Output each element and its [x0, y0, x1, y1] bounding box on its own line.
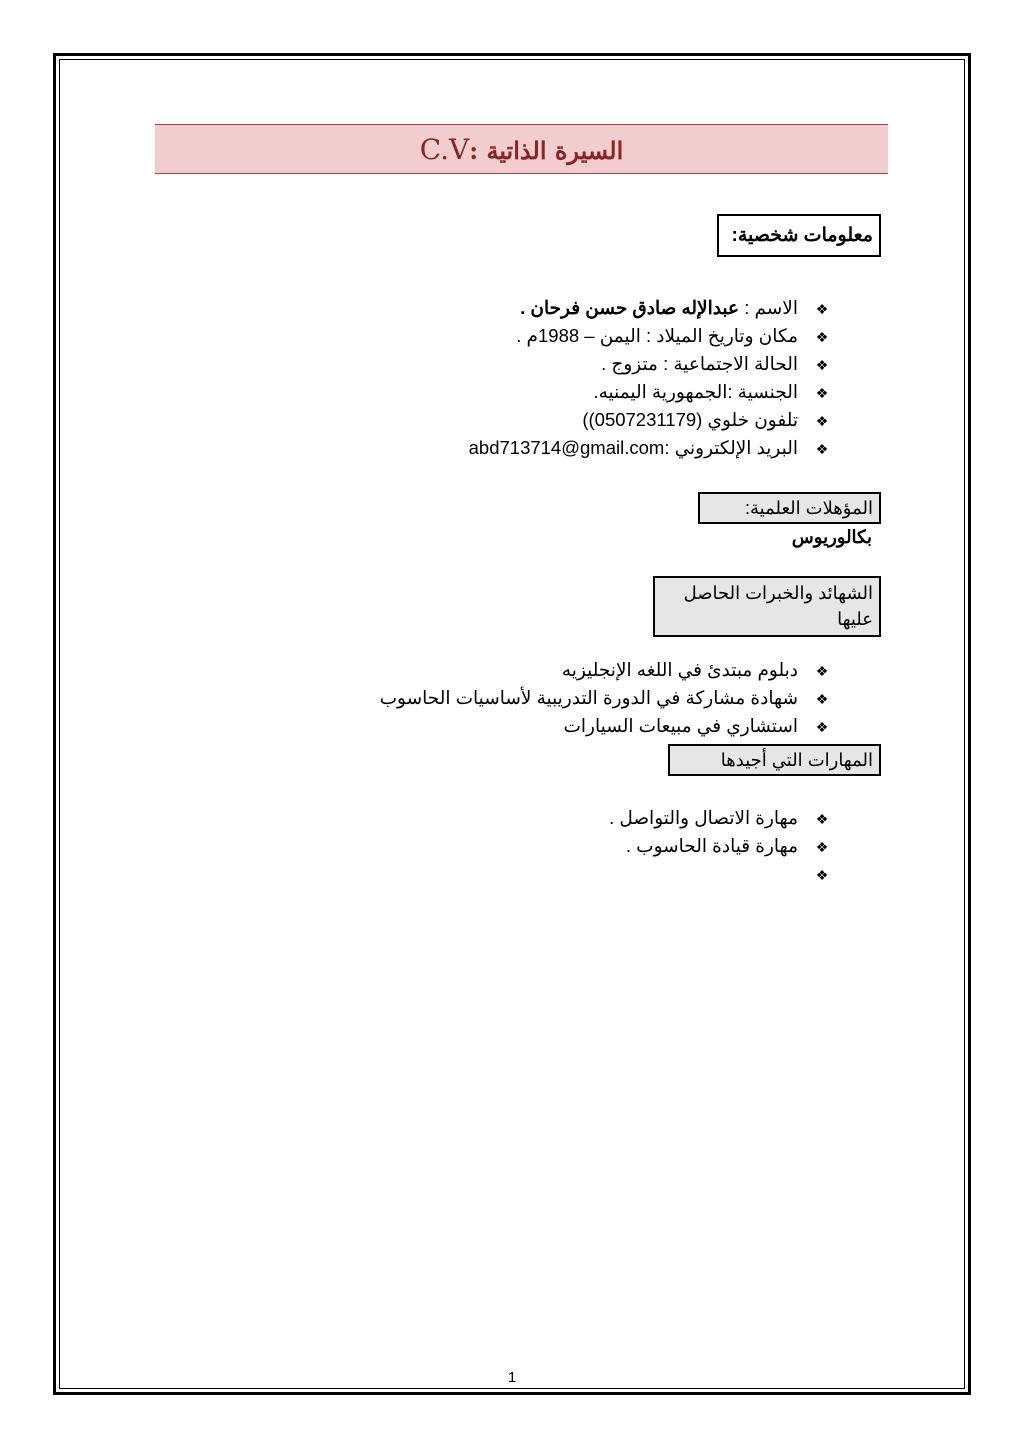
certificates-list [380, 656, 834, 740]
list-item: ❖تلفون خلوي (0507231179)) [469, 406, 834, 434]
bullet-icon: ❖ [815, 441, 829, 457]
list-item: ❖دبلوم مبتدئ في اللغه الإنجليزيه [380, 656, 834, 684]
bullet-icon: ❖ [815, 413, 829, 429]
personal-info-heading: معلومات شخصية: [717, 214, 881, 257]
list-item: ❖الاسم : عبدالإله صادق حسن فرحان . [469, 294, 834, 322]
bullet-icon: ❖ [815, 839, 829, 855]
list-item: ❖مهارة الاتصال والتواصل . [609, 804, 834, 832]
list-item: ❖مكان وتاريخ الميلاد : اليمن – 1988م . [469, 322, 834, 350]
skills-list [609, 804, 834, 888]
cv-title-banner [155, 124, 888, 174]
list-item: ❖البريد الإلكتروني :abd713714@gmail.com [469, 434, 834, 462]
bullet-icon: ❖ [815, 719, 829, 735]
bullet-icon: ❖ [815, 329, 829, 345]
list-item [609, 860, 834, 888]
certificates-heading: الشهائد والخبرات الحاصل عليها [653, 576, 881, 637]
list-item: ❖الجنسية :الجمهورية اليمنيه. [469, 378, 834, 406]
bullet-icon: ❖ [815, 811, 829, 827]
bullet-icon: ❖ [815, 691, 829, 707]
list-item: ❖مهارة قيادة الحاسوب . [609, 832, 834, 860]
skills-heading: المهارات التي أجيدها [668, 744, 881, 776]
cv-title: السيرة الذاتية :C.V [419, 132, 624, 166]
personal-info-list [469, 294, 834, 462]
bullet-icon: ❖ [815, 301, 829, 317]
list-item: ❖شهادة مشاركة في الدورة التدريبية لأساسيات الحاسوب [380, 684, 834, 712]
qualifications-heading: المؤهلات العلمية: [698, 492, 881, 524]
bullet-icon: ❖ [815, 357, 829, 373]
degree-text: بكالوريوس [791, 527, 872, 547]
page-number: 1 [507, 1369, 517, 1386]
list-item: ❖الحالة الاجتماعية : متزوج . [469, 350, 834, 378]
bullet-icon: ❖ [815, 385, 829, 401]
bullet-icon: ❖ [815, 663, 829, 679]
bullet-icon: ❖ [815, 867, 829, 883]
list-item: ❖استشاري في مبيعات السيارات [380, 712, 834, 740]
